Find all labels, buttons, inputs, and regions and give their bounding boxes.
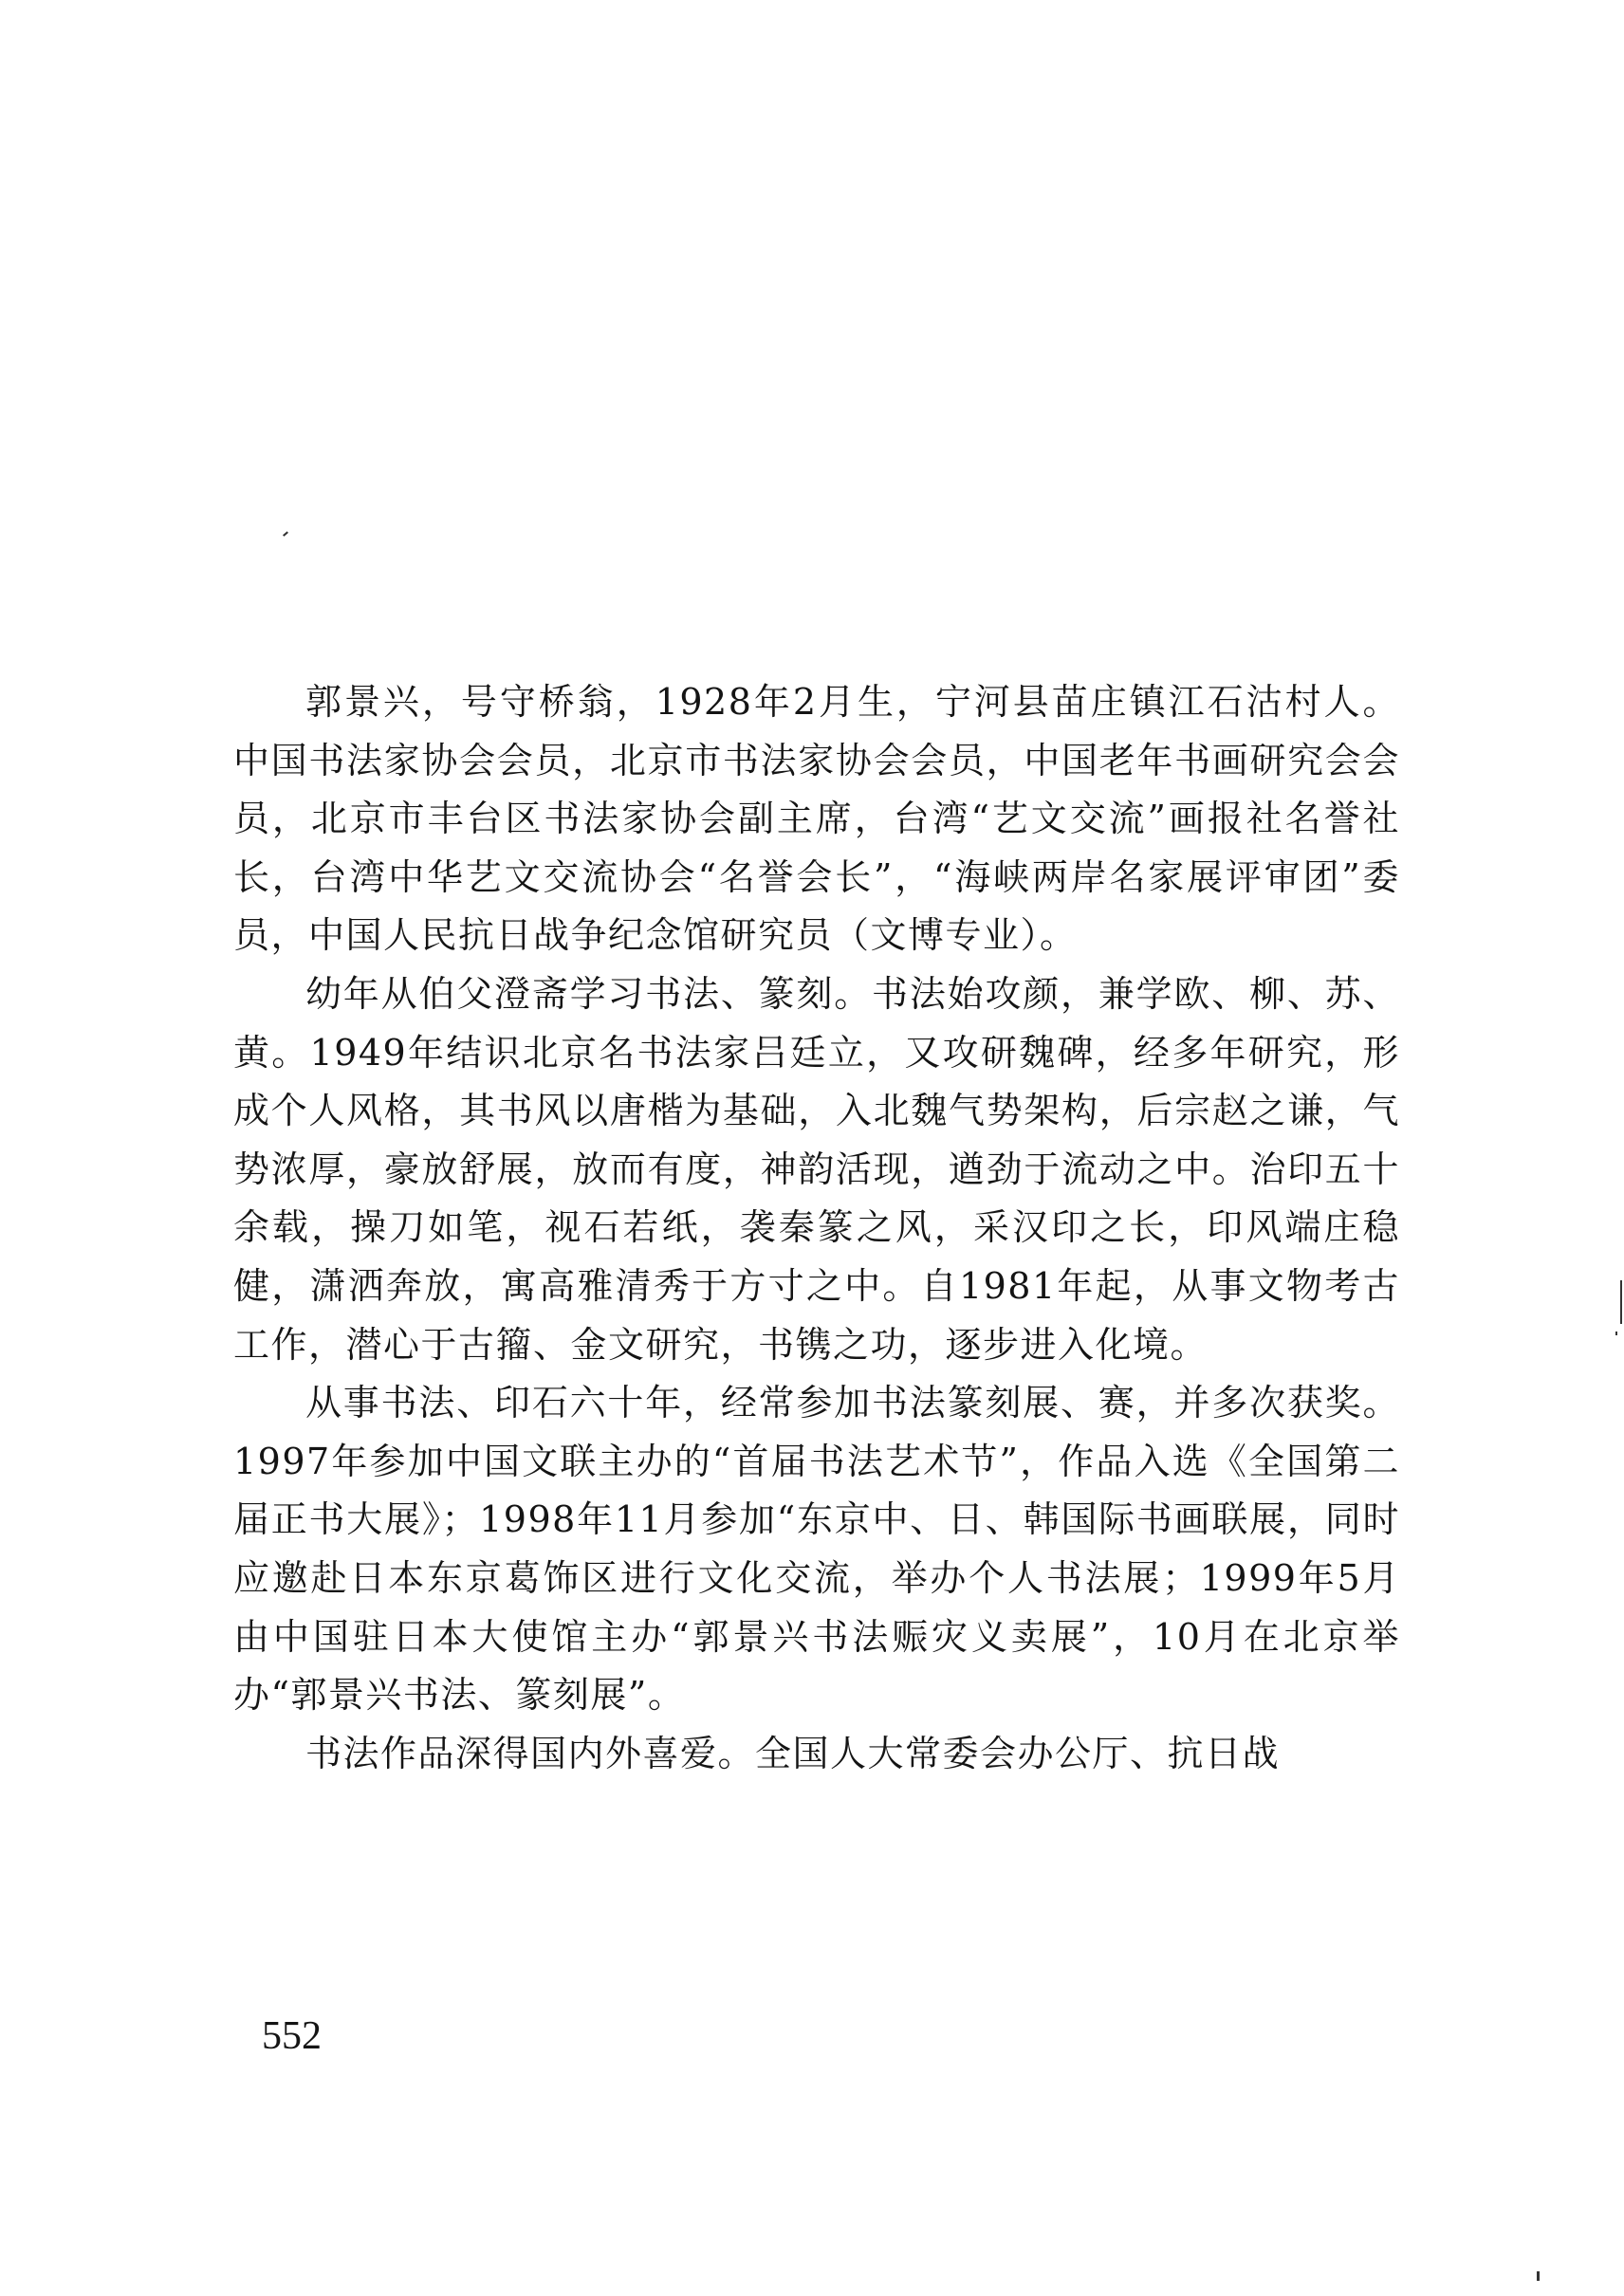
page-number: 552 (262, 2014, 322, 2058)
scan-mark (1537, 2271, 1540, 2281)
scan-mark (1615, 1332, 1617, 1335)
scan-mark (1620, 1280, 1622, 1324)
paragraph-recognition: 书法作品深得国内外喜爱。全国人大常委会办公厅、抗日战 (305, 1732, 1281, 1774)
paragraph-exhibitions: 从事书法、印石六十年，经常参加书法篆刻展、赛，并多次获奖。1997年参加中国文联主办的“首届书法艺术节”，作品入选《全国第二届正书大展》；1998年11月参加“东京中、日、韩国际书画联展，同时应邀赴日本东京葛饰区进行文化交流，举办个人书法展；1999年5月由中国驻日本大使馆主办“郭景兴书法赈灾义卖展”，10月在北京举办“郭景兴书法、篆刻展”。 (233, 1382, 1400, 1717)
paragraph-calligraphy-study: 幼年从伯父澄斋学习书法、篆刻。书法始攻颜，兼学欧、柳、苏、黄。1949年结识北京名书法家吕廷立，又攻研魏碑，经多年研究，形成个人风格，其书风以唐楷为基础，入北魏气势架构，后宗赵之谦，气势浓厚，豪放舒展，放而有度，神韵活现，遒劲于流动之中。治印五十余载，操刀如笔，视石若纸，袭秦篆之风，采汉印之长，印风端庄稳健，潇洒奔放，寓高雅清秀于方寸之中。自1981年起，从事文物考古工作，潜心于古籀、金文研究，书镌之功，逐步进入化境。 (233, 972, 1400, 1366)
body-text (233, 673, 1400, 1783)
paragraph-biography: 郭景兴，号守桥翁，1928年2月生，宁河县苗庄镇江石沽村人。中国书法家协会会员，北京市书法家协会会员，中国老年书画研究会会员，北京市丰台区书法家协会副主席，台湾“艺文交流”画报社名誉社长，台湾中华艺文交流协会“名誉会长”，“海峡两岸名家展评审团”委员，中国人民抗日战争纪念馆研究员（文博专业）。 (233, 681, 1400, 957)
scan-mark (283, 531, 288, 536)
